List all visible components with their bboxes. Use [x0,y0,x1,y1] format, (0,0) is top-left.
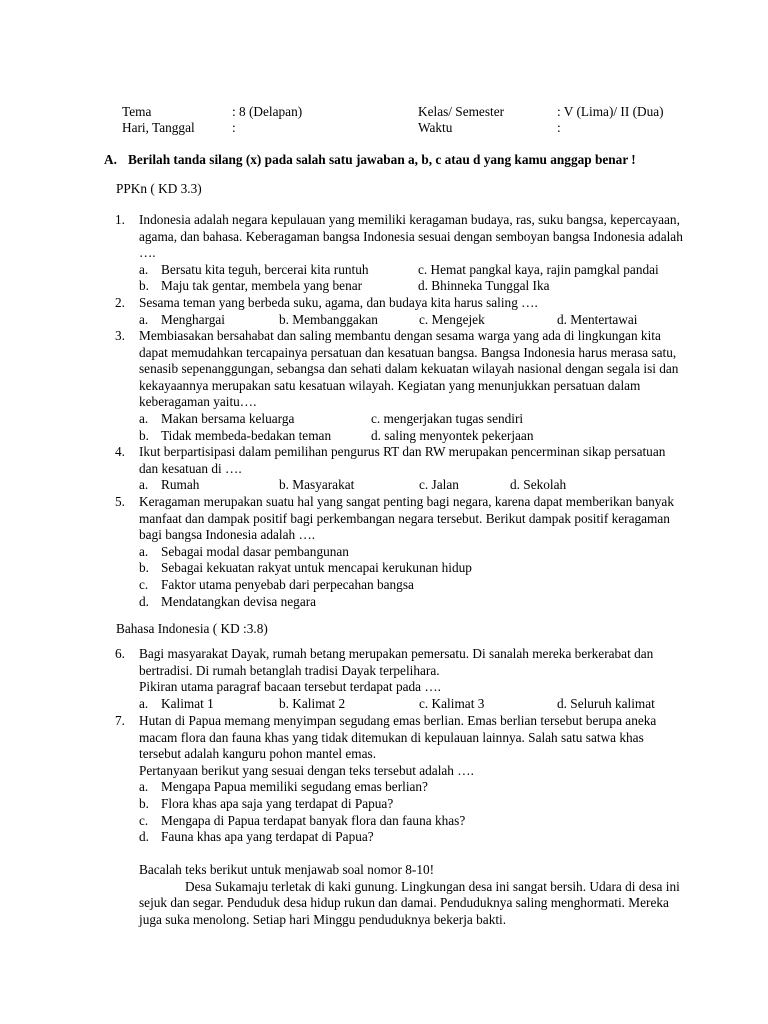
option-b[interactable]: b. Maju tak gentar, membela yang benar [139,278,363,294]
option-b[interactable]: b. Sebagai kekuatan rakyat untuk mencapai kerukunan hidup [139,560,472,576]
option-b[interactable]: b. Flora khas apa saja yang terdapat di Papua? [139,795,394,811]
option-d[interactable]: d. Sekolah [510,477,567,493]
option-a[interactable]: a. Rumah [139,477,200,493]
option-a[interactable]: a. Kalimat 1 [139,695,214,711]
option-a[interactable]: a. Makan bersama keluarga [139,410,295,426]
option-c[interactable]: c. Mengapa di Papua terdapat banyak flora dan fauna khas? [139,812,466,828]
reading-intro: Bacalah teks berikut untuk menjawab soal nomor 8-10! [139,862,435,877]
tema-value: : 8 (Delapan) [232,104,303,119]
question-prompt: Pertanyaan berikut yang sesuai dengan teks tersebut adalah …. [139,762,474,778]
question-7 [115,713,685,846]
options [139,411,685,444]
option-a[interactable]: a. Menghargai [139,311,226,327]
kelas-label: Kelas/ Semester [418,104,505,119]
option-c[interactable]: c. Kalimat 3 [419,695,485,711]
option-a[interactable]: a. Bersatu kita teguh, bercerai kita runtuh [139,261,369,277]
question-number: 7. [115,713,125,728]
options [139,312,685,329]
tema-label: Tema [122,104,152,119]
question-text: Sesama teman yang berbeda suku, agama, dan budaya kita harus saling …. [139,295,538,310]
subject-ppkn: PPKn ( KD 3.3) [116,181,202,196]
question-number: 1. [115,212,125,227]
question-text: Bagi masyarakat Dayak, rumah betang merupakan pemersatu. Di sanalah mereka berkerabat dan bertradisi. Di rumah betanglah tradisi Dayak terpelihara. [139,646,654,678]
options [139,544,685,610]
hari-label: Hari, Tanggal [122,120,195,135]
waktu-label: Waktu [418,120,453,135]
question-2 [115,295,685,328]
question-number: 6. [115,646,125,661]
option-b[interactable]: b. Kalimat 2 [279,695,346,711]
options [139,696,685,713]
kelas-value: : V (Lima)/ II (Dua) [557,104,664,119]
question-4 [115,444,685,494]
option-c[interactable]: c. mengerjakan tugas sendiri [371,410,524,426]
section-instruction: Berilah tanda silang (x) pada salah satu jawaban a, b, c atau d yang kamu anggap benar ! [128,152,636,167]
section-letter: A. [104,152,117,167]
option-c[interactable]: c. Hemat pangkal kaya, rajin pamgkal pandai [418,261,659,277]
reading-paragraph: Desa Sukamaju terletak di kaki gunung. Lingkungan desa ini sangat bersih. Udara di desa ini sejuk dan segar. Penduduk desa hidup rukun dan damai. Penduduknya saling menghormati. Mereka juga suka menolong. Setiap hari Minggu penduduknya bekerja bakti. [139,878,680,927]
options [139,262,685,295]
hari-value: : [232,120,236,135]
options [139,779,685,845]
option-d[interactable]: d. Seluruh kalimat [557,695,655,711]
question-number: 5. [115,494,125,509]
option-c[interactable]: c. Jalan [419,477,459,493]
option-d[interactable]: d. Mentertawai [557,311,638,327]
question-number: 3. [115,328,125,343]
option-b[interactable]: b. Tidak membeda-bedakan teman [139,427,332,443]
question-3 [115,328,685,444]
question-text: Indonesia adalah negara kepulauan yang memiliki keragaman budaya, ras, suku bangsa, kepercayaan, agama, dan bahasa. Keberagaman bangsa Indonesia sesuai dengan semboyan bangsa Indonesia adalah …. [139,212,683,261]
question-6 [115,646,685,712]
question-number: 2. [115,295,125,310]
waktu-value: : [557,120,561,135]
option-b[interactable]: b. Membanggakan [279,311,378,327]
option-b[interactable]: b. Masyarakat [279,477,355,493]
question-text: Keragaman merupakan suatu hal yang sangat penting bagi negara, karena dapat memberikan banyak manfaat dan dampak positif bagi perkembangan negara tersebut. Berikut dampak positif keragaman bagi bangsa Indonesia adalah …. [139,494,674,543]
option-d[interactable]: d. Bhinneka Tunggal Ika [418,278,550,294]
question-text: Hutan di Papua memang menyimpan segudang emas berlian. Emas berlian tersebut berupa aneka macam flora dan fauna khas yang tidak ditemukan di kepulauan lainnya. Salah satu satwa khas tersebut adalah kanguru pohon mantel emas. [139,713,657,762]
option-a[interactable]: a. Sebagai modal dasar pembangunan [139,543,349,559]
question-5 [115,494,685,610]
question-text: Ikut berpartisipasi dalam pemilihan pengurus RT dan RW merupakan pencerminan sikap persatuan dan kesatuan di …. [139,444,666,476]
options [139,477,685,494]
question-1 [115,212,685,295]
option-c[interactable]: c. Mengejek [419,311,485,327]
option-c[interactable]: c. Faktor utama penyebab dari perpecahan bangsa [139,576,414,592]
subject-bahasa-indonesia: Bahasa Indonesia ( KD :3.8) [116,621,268,636]
question-text: Membiasakan bersahabat dan saling membantu dengan sesama warga yang ada di lingkungan kita dapat memudahkan tercapainya persatuan dan kesatuan bangsa. Bangsa Indonesia harus merasa satu, senasib sepenanggungan, sebangsa dan sehati dalam kekuatan wilayah nasional dengan segala isi dan kekayaannya merupakan satu kesatuan wilayah. Kegiatan yang menunjukkan persatuan dalam keberagaman yaitu…. [139,328,679,410]
option-d[interactable]: d. Mendatangkan devisa negara [139,593,317,609]
question-prompt: Pikiran utama paragraf bacaan tersebut terdapat pada …. [139,679,441,695]
reading-passage [115,862,685,928]
option-a[interactable]: a. Mengapa Papua memiliki segudang emas berlian? [139,779,428,795]
question-number: 4. [115,444,125,459]
option-d[interactable]: d. saling menyontek pekerjaan [371,427,534,443]
option-d[interactable]: d. Fauna khas apa yang terdapat di Papua? [139,829,374,845]
